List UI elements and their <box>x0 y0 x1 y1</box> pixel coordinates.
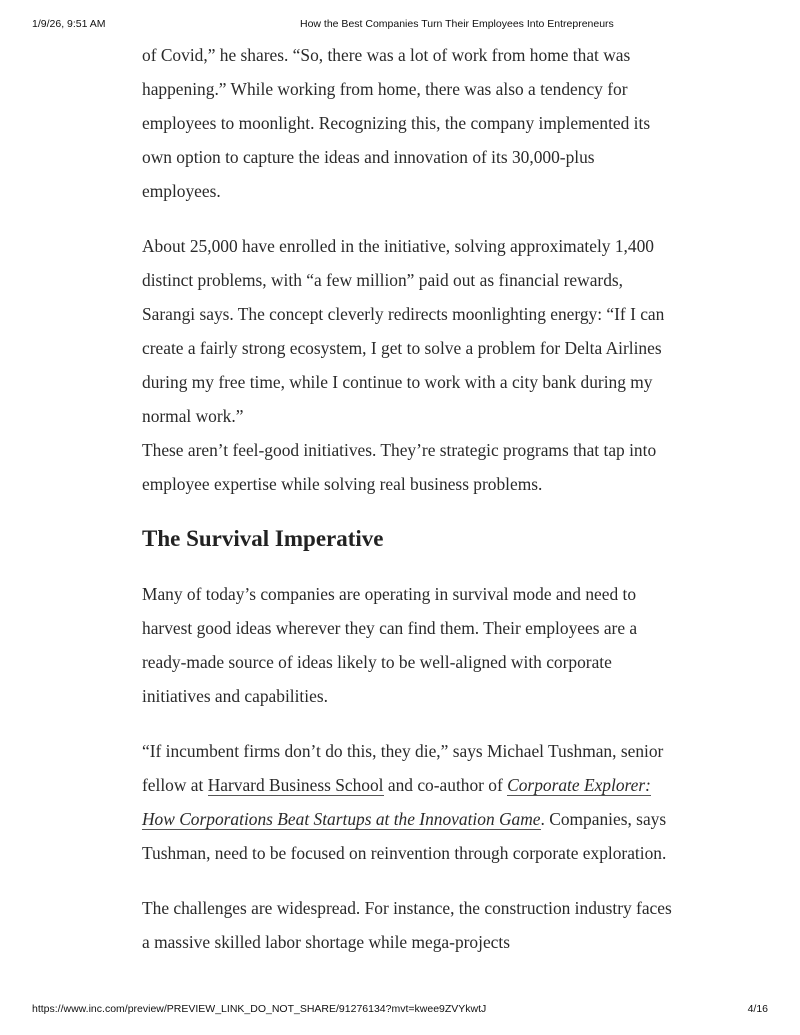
coauthor-text: and co-author of <box>383 775 508 795</box>
paragraph-covid-moonlighting: of Covid,” he shares. “So, there was a lot of work from home that was happening.” While working from home, there was also a tendency for employees to moonlight. Recognizing this, the company implemented its own option to capture the ideas and innovation of its 30,000-plus employees. <box>142 45 651 201</box>
quote-text-start: “If incumbent firms don’t do this, they die,” says Michael Tushman, senior fellow at <box>142 741 664 795</box>
quote-text-end: . Companies, says Tushman, need to be focused on reinvention through corporate exploration. <box>142 809 667 863</box>
harvard-business-school-link[interactable]: Harvard Business School <box>207 775 384 795</box>
paragraph-challenges: The challenges are widespread. For instance, the construction industry faces a massive skilled labor shortage while mega-projects <box>142 898 672 952</box>
paragraph-enrollment: About 25,000 have enrolled in the initiative, solving approximately 1,400 distinct problems, with “a few million” paid out as financial rewards, Sarangi says. The concept cleverly redirects moonlighting energy: “If I can create a fairly strong ecosystem, I get to solve a problem for Delta Airlines during my free time, while I continue to work with a city bank during my normal work.” <box>142 236 665 426</box>
print-page-url: https://www.inc.com/preview/PREVIEW_LINK_DO_NOT_SHARE/91276134?mvt=kwee9ZVYkwtJ <box>32 1003 487 1015</box>
print-page-number: 4/16 <box>747 1003 768 1015</box>
paragraph-strategic-programs: These aren’t feel-good initiatives. They’re strategic programs that tap into employee expertise while solving real business problems. <box>142 440 657 494</box>
print-footer <box>0 1003 800 1017</box>
article-body <box>142 38 672 980</box>
section-heading: The Survival Imperative <box>142 526 384 551</box>
paragraph-survival-mode: Many of today’s companies are operating in survival mode and need to harvest good ideas wherever they can find them. Their employees are a ready-made source of ideas likely to be well-aligned with corporate initiatives and capabilities. <box>142 584 638 706</box>
corporate-explorer-book-link[interactable]: Corporate Explorer: How Corporations Beat Startups at the Innovation Game <box>142 775 651 829</box>
print-datetime: 1/9/26, 9:51 AM <box>32 18 106 30</box>
print-header <box>0 18 800 32</box>
print-document-title: How the Best Companies Turn Their Employees Into Entrepreneurs <box>300 18 614 30</box>
paragraph-tushman-quote <box>142 734 672 870</box>
